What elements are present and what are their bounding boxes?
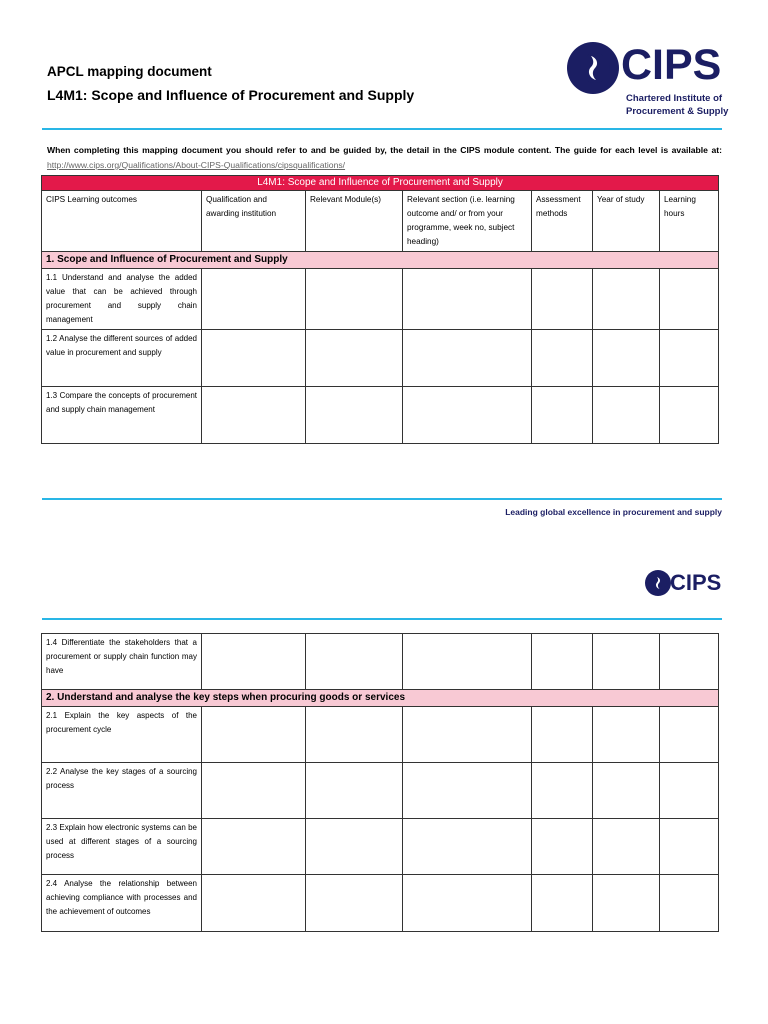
input-cell[interactable]: [403, 634, 532, 690]
input-cell[interactable]: [403, 330, 532, 387]
section-header-row: [42, 690, 719, 707]
section-heading: 2. Understand and analyse the key steps when procuring goods or services: [42, 690, 719, 707]
logo-tagline-line1: Chartered Institute of: [626, 93, 723, 104]
input-cell[interactable]: [660, 763, 719, 819]
cips-emblem-icon: [644, 569, 672, 597]
learning-outcome-cell: 2.3 Explain how electronic systems can be used at different stages of a sourcing process: [42, 819, 202, 875]
table-banner-row: [42, 176, 719, 191]
input-cell[interactable]: [403, 269, 532, 330]
learning-outcome-cell: 1.2 Analyse the different sources of added value in procurement and supply: [42, 330, 202, 387]
learning-outcome-cell: 2.1 Explain the key aspects of the procurement cycle: [42, 707, 202, 763]
cips-logo: [565, 36, 729, 120]
column-header: Qualification and awarding institution: [202, 191, 306, 252]
input-cell[interactable]: [306, 707, 403, 763]
input-cell[interactable]: [532, 707, 593, 763]
input-cell[interactable]: [660, 387, 719, 444]
input-cell[interactable]: [403, 387, 532, 444]
table-row: [42, 269, 719, 330]
input-cell[interactable]: [202, 269, 306, 330]
column-header-row: [42, 191, 719, 252]
cips-logo-small: [644, 567, 724, 601]
input-cell[interactable]: [202, 387, 306, 444]
input-cell[interactable]: [593, 707, 660, 763]
input-cell[interactable]: [660, 707, 719, 763]
column-header: CIPS Learning outcomes: [42, 191, 202, 252]
input-cell[interactable]: [532, 269, 593, 330]
table-row: [42, 330, 719, 387]
input-cell[interactable]: [532, 819, 593, 875]
input-cell[interactable]: [593, 634, 660, 690]
input-cell[interactable]: [306, 387, 403, 444]
input-cell[interactable]: [306, 330, 403, 387]
input-cell[interactable]: [403, 819, 532, 875]
input-cell[interactable]: [403, 763, 532, 819]
document-title: APCL mapping document: [47, 64, 212, 79]
input-cell[interactable]: [306, 634, 403, 690]
mapping-table-page2: [41, 633, 719, 932]
input-cell[interactable]: [593, 330, 660, 387]
footer-tagline: Leading global excellence in procurement and supply: [505, 507, 722, 517]
intro-text: When completing this mapping document you should refer to and be guided by, the detail in the CIPS module content. The guide for each level is available at:: [47, 145, 722, 155]
table-row: [42, 634, 719, 690]
input-cell[interactable]: [306, 763, 403, 819]
column-header: Relevant section (i.e. learning outcome and/ or from your programme, week no, subject heading): [403, 191, 532, 252]
cips-emblem-icon: [565, 40, 621, 96]
input-cell[interactable]: [403, 875, 532, 932]
input-cell[interactable]: [660, 819, 719, 875]
column-header: Year of study: [593, 191, 660, 252]
input-cell[interactable]: [532, 387, 593, 444]
learning-outcome-cell: 2.2 Analyse the key stages of a sourcing process: [42, 763, 202, 819]
logo-tagline-line2: Procurement & Supply: [626, 106, 729, 117]
learning-outcome-cell: 1.3 Compare the concepts of procurement and supply chain management: [42, 387, 202, 444]
page2-header-divider: [42, 618, 722, 620]
input-cell[interactable]: [306, 819, 403, 875]
input-cell[interactable]: [202, 819, 306, 875]
section-header-row: [42, 252, 719, 269]
mapping-table-page1: [41, 175, 719, 444]
input-cell[interactable]: [202, 763, 306, 819]
input-cell[interactable]: [660, 269, 719, 330]
intro-paragraph: [47, 143, 722, 173]
header-divider: [42, 128, 722, 130]
logo-tagline: [626, 92, 728, 118]
input-cell[interactable]: [202, 875, 306, 932]
cips-qualifications-link[interactable]: http://www.cips.org/Qualifications/About-CIPS-Qualifications/cipsqualifications/: [47, 160, 346, 170]
logo-wordmark: CIPS: [621, 41, 722, 89]
table-row: [42, 875, 719, 932]
table-banner: L4M1: Scope and Influence of Procurement and Supply: [42, 176, 719, 191]
table-row: [42, 387, 719, 444]
input-cell[interactable]: [532, 875, 593, 932]
footer-divider: [42, 498, 722, 500]
column-header: Assessment methods: [532, 191, 593, 252]
learning-outcome-cell: 1.4 Differentiate the stakeholders that a procurement or supply chain function may have: [42, 634, 202, 690]
column-header: Learning hours: [660, 191, 719, 252]
learning-outcome-cell: 1.1 Understand and analyse the added value that can be achieved through procurement and supply chain management: [42, 269, 202, 330]
input-cell[interactable]: [532, 763, 593, 819]
input-cell[interactable]: [306, 269, 403, 330]
input-cell[interactable]: [660, 634, 719, 690]
column-header: Relevant Module(s): [306, 191, 403, 252]
section-heading: 1. Scope and Influence of Procurement and Supply: [42, 252, 719, 269]
input-cell[interactable]: [593, 387, 660, 444]
input-cell[interactable]: [532, 634, 593, 690]
input-cell[interactable]: [593, 819, 660, 875]
input-cell[interactable]: [660, 875, 719, 932]
learning-outcome-cell: 2.4 Analyse the relationship between achieving compliance with processes and the achievement of outcomes: [42, 875, 202, 932]
input-cell[interactable]: [202, 634, 306, 690]
input-cell[interactable]: [532, 330, 593, 387]
input-cell[interactable]: [202, 330, 306, 387]
document-subtitle: L4M1: Scope and Influence of Procurement and Supply: [47, 87, 415, 103]
input-cell[interactable]: [403, 707, 532, 763]
table-row: [42, 707, 719, 763]
input-cell[interactable]: [593, 763, 660, 819]
input-cell[interactable]: [306, 875, 403, 932]
input-cell[interactable]: [660, 330, 719, 387]
logo-wordmark: CIPS: [670, 570, 722, 595]
input-cell[interactable]: [593, 269, 660, 330]
table-row: [42, 819, 719, 875]
input-cell[interactable]: [593, 875, 660, 932]
table-row: [42, 763, 719, 819]
input-cell[interactable]: [202, 707, 306, 763]
